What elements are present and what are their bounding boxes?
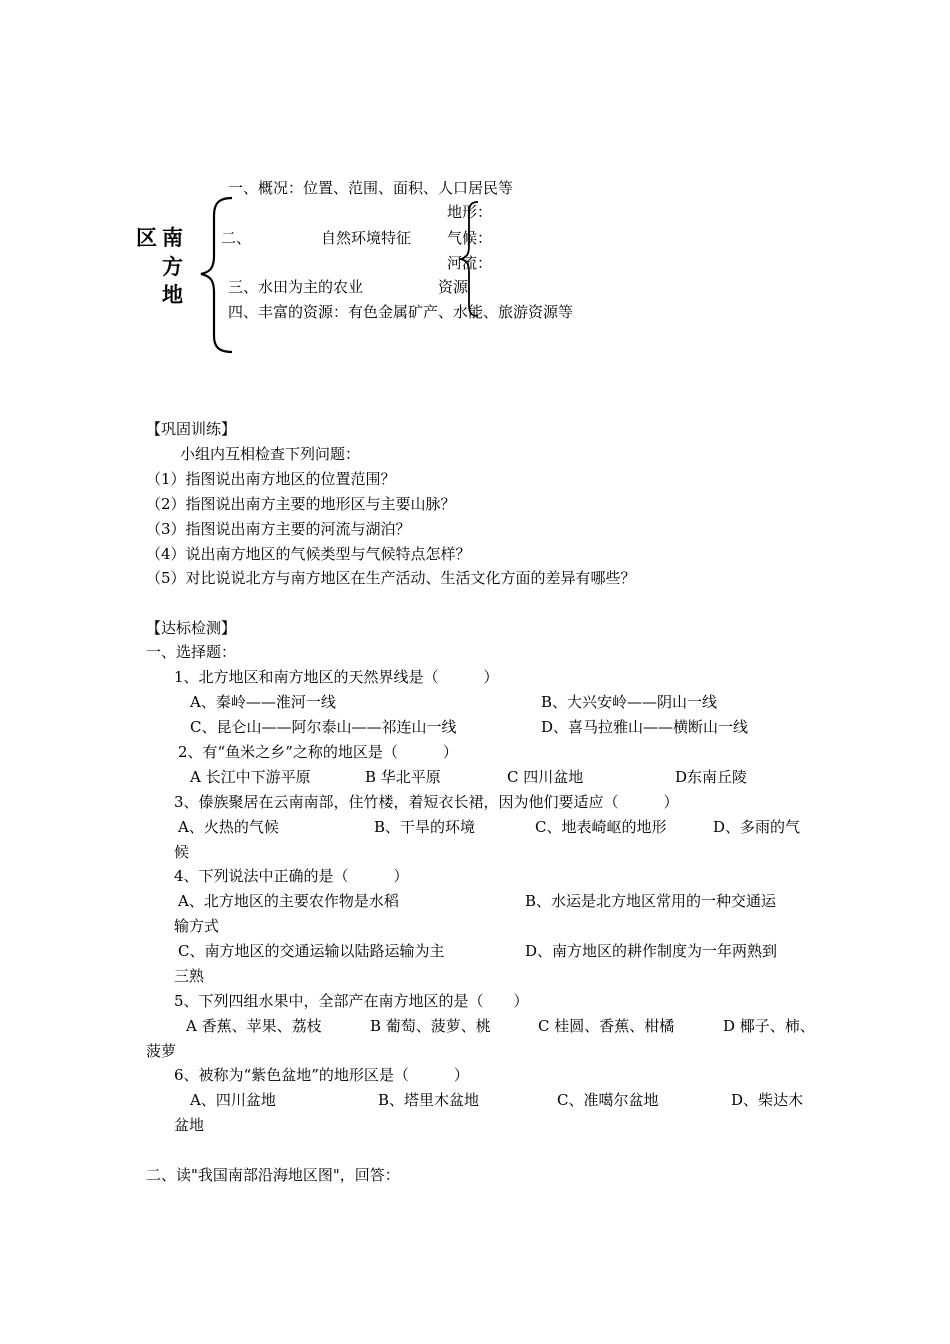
outline-item-1: 一、概况：位置、范围、面积、人口居民等 — [228, 179, 514, 197]
question-stem: 1、北方地区和南方地区的天然界线是（ ） — [174, 668, 499, 686]
option-b: B、干旱的环境 — [374, 818, 476, 836]
option-d-continued: 菠萝 — [146, 1042, 177, 1060]
question-stem: 4、下列说法中正确的是（ ） — [174, 867, 409, 885]
option-c: C、准噶尔盆地 — [557, 1091, 659, 1109]
option-b: B、水运是北方地区常用的一种交通运 — [525, 892, 777, 910]
consolidation-question: （2）指图说出南方主要的地形区与主要山脉？ — [146, 495, 456, 513]
consolidation-question: （5）对比说说北方与南方地区在生产活动、生活文化方面的差异有哪些？ — [146, 569, 636, 587]
question-stem: 2、有“鱼米之乡”之称的地区是（ ） — [178, 743, 458, 761]
option-c: C、南方地区的交通运输以陆路运输为主 — [178, 942, 445, 960]
option-b: B、塔里木盆地 — [378, 1091, 480, 1109]
option-d: D、南方地区的耕作制度为一年两熟到 — [525, 942, 778, 960]
option-a: A、北方地区的主要农作物是水稻 — [178, 892, 399, 910]
consolidation-question: （3）指图说出南方主要的河流与湖泊？ — [146, 520, 411, 538]
region-char-nan: 南 — [162, 225, 183, 250]
option-c: C、地表崎岖的地形 — [535, 818, 667, 836]
question-stem: 3、傣族聚居在云南南部，住竹楼，着短衣长裙，因为他们要适应（ ） — [174, 793, 679, 811]
region-char-qu: 区 — [136, 225, 157, 250]
sub-item-landform: 地形： — [447, 203, 493, 221]
sub-item-river: 河流： — [447, 254, 493, 272]
section-reading-title: 二、读"我国南部沿海地区图"，回答： — [146, 1166, 400, 1184]
option-b-continued: 输方式 — [174, 917, 220, 935]
option-d: D东南丘陵 — [675, 768, 748, 786]
consolidation-heading: 【巩固训练】 — [146, 420, 237, 438]
outline-item-3-side: 资源 — [438, 278, 469, 296]
option-d: D 椰子、柿、 — [723, 1017, 815, 1035]
main-brace — [198, 196, 238, 356]
option-d-continued: 候 — [174, 843, 190, 861]
consolidation-question: （4）说出南方地区的气候类型与气候特点怎样？ — [146, 545, 471, 563]
sub-item-climate: 气候： — [447, 229, 493, 247]
outline-item-3: 三、水田为主的农业 — [228, 278, 364, 296]
region-char-di: 地 — [162, 282, 183, 307]
outline-item-2-prefix: 二、 — [221, 229, 252, 247]
option-d-continued: 三熟 — [174, 967, 205, 985]
option-c: C 桂圆、香蕉、柑橘 — [538, 1017, 675, 1035]
outline-item-4: 四、丰富的资源：有色金属矿产、水能、旅游资源等 — [228, 303, 574, 321]
option-d: D、柴达木 — [731, 1091, 804, 1109]
region-char-fang: 方 — [162, 254, 183, 279]
consolidation-question: （1）指图说出南方地区的位置范围？ — [146, 470, 396, 488]
outline-item-2-main: 自然环境特征 — [321, 229, 412, 247]
section-choice-title: 一、选择题： — [146, 643, 237, 661]
option-a: A、秦岭——淮河一线 — [190, 693, 336, 711]
option-d-continued: 盆地 — [174, 1116, 205, 1134]
option-a: A、四川盆地 — [190, 1091, 276, 1109]
option-d: D、多雨的气 — [713, 818, 801, 836]
option-c: C、昆仑山——阿尔泰山——祁连山一线 — [190, 718, 457, 736]
option-c: C 四川盆地 — [507, 768, 584, 786]
option-b: B 华北平原 — [365, 768, 441, 786]
option-d: D、喜马拉雅山——横断山一线 — [541, 718, 749, 736]
option-a: A 香蕉、苹果、荔枝 — [186, 1017, 322, 1035]
test-heading: 【达标检测】 — [146, 619, 237, 637]
option-b: B、大兴安岭——阴山一线 — [541, 693, 718, 711]
option-b: B 葡萄、菠萝、桃 — [370, 1017, 491, 1035]
question-stem: 5、下列四组水果中，全部产在南方地区的是（ ） — [174, 992, 529, 1010]
question-stem: 6、被称为“紫色盆地”的地形区是（ ） — [174, 1066, 469, 1084]
consolidation-intro: 小组内互相检查下列问题： — [180, 445, 361, 463]
option-a: A 长江中下游平原 — [190, 768, 311, 786]
option-a: A、火热的气候 — [178, 818, 279, 836]
